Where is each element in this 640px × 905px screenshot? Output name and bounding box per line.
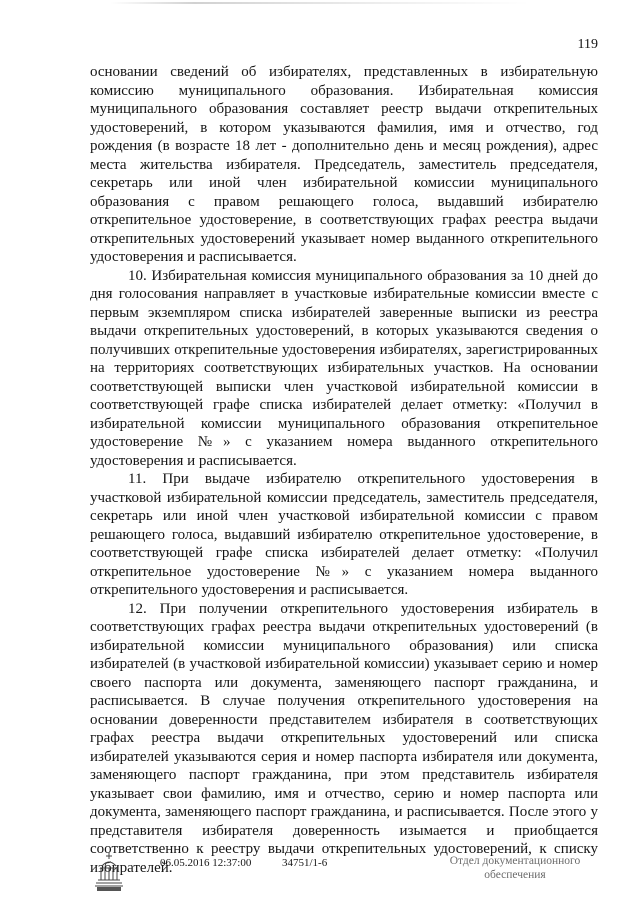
page-number: 119	[577, 37, 598, 52]
department-stamp	[440, 854, 590, 882]
emblem-icon	[92, 850, 126, 892]
stamp-line-1: Отдел документационного	[449, 855, 581, 867]
page-footer	[0, 848, 640, 905]
paragraph-continuation: основании сведений об избирателях, представленных в избирательную комиссию муниципального образования. Избирательная комиссия муниципального образования составляет реестр выдачи открепительных удостоверений, в котором указываются фамилия, имя и отчество, год рождения (в возрасте 18 лет - дополнительно день и месяц рождения), адрес места жительства избирателя. Председатель, заместитель председателя, секретарь или иной член избирательной комиссии муниципального образования с правом решающего голоса, выдавший избирателю открепительное удостоверение, в соответствующих графах реестра выдачи открепительных удостоверений указывает номер выданного открепительного удостоверения и расписывается.	[90, 64, 598, 265]
stamp-line-2: обеспечения	[484, 869, 546, 881]
document-body	[90, 63, 598, 877]
footer-datetime: 06.05.2016 12:37:00	[160, 857, 252, 869]
paragraph-item-11: 11. При выдаче избирателю открепительного удостоверения в участковой избирательной комиссии председатель, заместитель председателя, секретарь или иной член участковой избирательной комиссии с правом решающего голоса, выдавший избирателю открепительное удостоверение, в соответствующей графе списка избирателей делает отметку: «Получил открепительное удостоверение №» с указанием номера выданного открепительного удостоверения и расписывается.	[90, 471, 598, 598]
paragraph-item-10: 10. Избирательная комиссия муниципального образования за 10 дней до дня голосования направляет в участковые избирательные комиссии вместе с первым экземпляром списка избирателей заверенные выписки из реестра выдачи открепительных удостоверений, в которых указываются сведения о получивших открепительные удостоверения избирателях, зарегистрированных на территориях соответствующих избирательных участков. На основании соответствующей выписки член участковой избирательной комиссии в соответствующей графе списка избирателей делает отметку: «Получил в избирательной комиссии муниципального образования открепительное удостоверение №» с указанием номера выданного открепительного удостоверения и расписывается.	[90, 267, 598, 469]
scan-artifact	[110, 2, 530, 4]
paragraph-item-12: 12. При получении открепительного удостоверения избиратель в соответствующих графах реестра выдачи открепительных удостоверений (в избирательной комиссии муниципального образования) или списка избирателей (в участковой избирательной комиссии) указывает серию и номер своего паспорта или документа, заменяющего паспорт гражданина, и расписывается. В случае получения открепительного удостоверения на основании доверенности представителем избирателя в соответствующих графах реестра выдачи открепительных удостоверений или списка избирателей указываются серия и номер паспорта избирателя или документа, заменяющего паспорт гражданина, при этом представитель избирателя указывает свои фамилию, имя и отчество, серию и номер паспорта или документа, заменяющего паспорт гражданина, и расписывается. После этого у представителя избирателя доверенность изымается и приобщается соответственно к реестру выдачи открепительных удостоверений, к списку избирателей.	[90, 600, 598, 876]
footer-document-number: 34751/1-6	[282, 857, 328, 869]
